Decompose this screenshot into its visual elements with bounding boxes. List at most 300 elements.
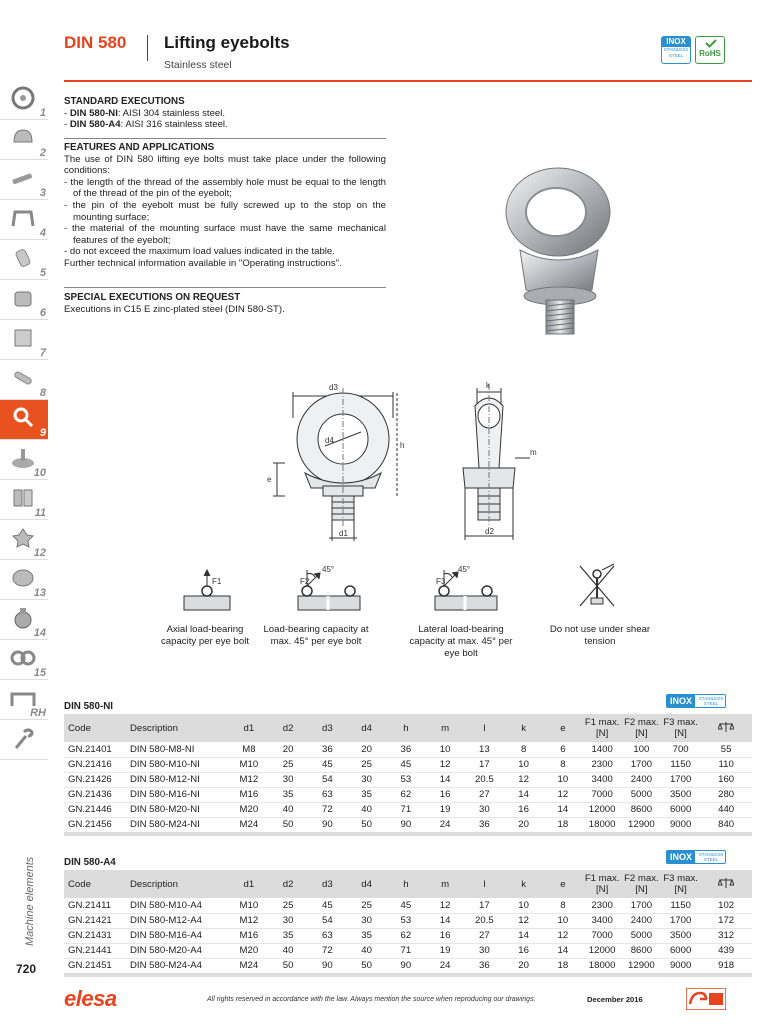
table-cell: GN.21436 [64, 787, 126, 802]
checkmark-icon [705, 39, 717, 48]
table-cell: 25 [347, 898, 386, 913]
table-cell: DIN 580-M24-A4 [129, 960, 202, 972]
brand-logo: elesa [64, 986, 117, 1011]
table-cell: 72 [308, 802, 347, 817]
table-cell: 20.5 [465, 913, 504, 928]
table-cell: 36 [479, 960, 490, 972]
special-executions [64, 292, 386, 315]
table-title: DIN 580-A4 [64, 857, 116, 868]
table-cell: 12 [543, 787, 582, 802]
table-cell: 700 [661, 742, 700, 757]
table-cell: 918 [718, 960, 735, 972]
sidebar-item-1[interactable] [0, 80, 48, 120]
tube-clamp-icon [10, 646, 36, 670]
sidebar-item-2[interactable] [0, 120, 48, 160]
features-applications [64, 142, 386, 270]
table-cell: 25 [347, 757, 386, 772]
page-number: 720 [16, 962, 37, 976]
table-row [64, 787, 752, 802]
sidebar-item-7[interactable] [0, 320, 48, 360]
inox-badge-label: INOX [667, 851, 695, 863]
column-header: e [560, 722, 566, 734]
dim-h: h [400, 441, 405, 450]
table-cell: 10 [504, 898, 543, 913]
table-cell: 50 [282, 819, 294, 831]
table-cell: 12 [426, 898, 465, 913]
table-cell: 36 [479, 819, 490, 831]
copyright-note: All rights reserved in accordance with the law. Always mention the source when reproducing our drawings. [207, 996, 536, 1003]
inox-badge-label: INOX [667, 695, 695, 707]
table-cell: 17 [465, 757, 504, 772]
table-cell: GN.21416 [64, 757, 126, 772]
load-caption: Axial load-bearing capacity per eye bolt [161, 624, 249, 647]
standard-executions-heading: STANDARD EXECUTIONS [64, 96, 185, 107]
sidebar-item-4[interactable] [0, 200, 48, 240]
table-cell: GN.21421 [64, 913, 126, 928]
table-cell: 35 [347, 928, 386, 943]
sidebar-item-10[interactable] [0, 440, 48, 480]
table-cell: M24 [239, 819, 259, 831]
table-cell: 18 [557, 819, 569, 831]
knurled-knob-icon [10, 286, 36, 310]
bridge-handle-icon [10, 206, 36, 230]
sidebar-item-label: 7 [39, 347, 46, 359]
sidebar-item-5[interactable] [0, 240, 48, 280]
table-cell: 160 [700, 772, 752, 787]
table-cell: M24 [239, 960, 259, 972]
table-cell: DIN 580-M20-NI [126, 802, 229, 817]
table-cell: 14 [543, 943, 582, 958]
standard-item-text: : AISI 316 stainless steel. [120, 119, 228, 131]
inox-badge-label: INOX [662, 37, 690, 47]
standard-item-text: : AISI 304 stainless steel. [117, 107, 226, 119]
table-cell: 35 [269, 787, 308, 802]
table-cell: 1400 [583, 742, 622, 757]
table-cell: 840 [718, 819, 735, 831]
category-sidebar [0, 80, 48, 760]
table-cell: M16 [229, 928, 268, 943]
table-cell: 62 [386, 928, 425, 943]
table-cell: 50 [361, 819, 372, 831]
table-cell: GN.21441 [64, 943, 126, 958]
column-header: d4 [361, 878, 372, 890]
table-cell: 10 [543, 913, 582, 928]
table-cell: 14 [426, 772, 465, 787]
table-cell: 71 [386, 802, 425, 817]
features-bullet: - the pin of the eyebolt must be fully screwed up to the stop on the mounting surface; [64, 199, 386, 223]
table-cell: 12000 [583, 802, 622, 817]
column-header: d1 [243, 878, 255, 890]
wrench-icon [10, 726, 36, 750]
table-cell: 5000 [622, 787, 661, 802]
lever-icon [10, 166, 36, 190]
load-label: F3 [436, 577, 446, 586]
table-title: DIN 580-NI [64, 701, 113, 712]
column-header: F3 max. [N] [663, 873, 698, 895]
table-cell: 3500 [661, 928, 700, 943]
table-cell: 40 [347, 943, 386, 958]
table-bottom-bar [64, 973, 752, 977]
table-cell: 53 [386, 772, 425, 787]
castor-icon [10, 606, 36, 630]
table-cell: 90 [400, 960, 412, 972]
column-header: Code [68, 722, 91, 734]
plunger-icon [10, 246, 36, 270]
table-cell: 1700 [622, 898, 661, 913]
product-code: DIN 580 [64, 33, 127, 52]
table-cell: 3500 [661, 787, 700, 802]
table-cell: 9000 [669, 960, 692, 972]
section-vertical-label: Machine elements [24, 856, 36, 946]
data-table-ni [64, 714, 752, 832]
table-cell: 20 [518, 960, 529, 972]
table-cell: 2400 [622, 772, 661, 787]
table-header-row [64, 870, 752, 898]
weight-scale-icon [700, 714, 752, 742]
table-cell: GN.21446 [64, 802, 126, 817]
table-cell: 20 [269, 742, 308, 757]
table-cell: 40 [347, 802, 386, 817]
table-cell: 16 [426, 787, 465, 802]
table-cell: DIN 580-M10-A4 [126, 898, 229, 913]
sidebar-item-label: 10 [33, 467, 46, 479]
table-cell: 1700 [661, 913, 700, 928]
technical-drawing [255, 378, 555, 548]
dim-d3: d3 [329, 383, 338, 392]
table-cell: 439 [700, 943, 752, 958]
leveling-foot-icon [10, 446, 36, 470]
table-cell: 25 [269, 898, 308, 913]
table-cell: 8 [543, 757, 582, 772]
table-cell: 36 [386, 742, 425, 757]
table-cell: 20.5 [465, 772, 504, 787]
table-cell: 8 [504, 742, 543, 757]
dim-e: e [267, 475, 272, 484]
table-cell: 12 [504, 772, 543, 787]
standard-item-code: DIN 580-NI [69, 107, 118, 119]
table-row [64, 772, 752, 787]
pin-icon [10, 366, 36, 390]
features-bullet: - the length of the thread of the assembly hole must be equal to the length of the thread of the pin of the eyebolt; [64, 176, 386, 200]
table-cell: 14 [504, 928, 543, 943]
column-header: h [403, 722, 409, 734]
load-label: F1 [212, 577, 222, 586]
table-cell: GN.21431 [64, 928, 126, 943]
table-cell: 45 [386, 898, 425, 913]
table-cell: 53 [386, 913, 425, 928]
table-cell: 63 [308, 787, 347, 802]
eyebolt-icon [10, 406, 36, 430]
table-cell: M12 [229, 913, 268, 928]
special-text: Executions in C15 E zinc-plated steel (DIN 580-ST). [64, 303, 285, 315]
table-bottom-bar [64, 832, 752, 836]
table-cell: 36 [308, 742, 347, 757]
table-cell: 50 [282, 960, 294, 972]
sidebar-item-6[interactable] [0, 280, 48, 320]
section-divider [64, 138, 386, 139]
sidebar-item-label: 8 [39, 387, 46, 399]
table-cell: 30 [465, 943, 504, 958]
table-cell: M8 [229, 742, 268, 757]
dim-d2: d2 [485, 527, 494, 536]
table-header-row [64, 714, 752, 742]
table-cell: 14 [426, 913, 465, 928]
table-cell: 16 [504, 943, 543, 958]
table-cell: GN.21401 [64, 742, 126, 757]
table-cell: 1150 [661, 757, 700, 772]
sidebar-item-tools[interactable] [0, 720, 48, 760]
load-diagrams [160, 562, 630, 622]
table-cell: 6 [543, 742, 582, 757]
dim-m: m [530, 448, 537, 457]
table-cell: 110 [700, 757, 752, 772]
table-cell: 12 [543, 928, 582, 943]
table-cell: 10 [426, 742, 465, 757]
inox-badge-sub: STAINLESS STEEL [698, 696, 724, 706]
load-caption: Do not use under shear tension [549, 624, 651, 647]
table-cell: DIN 580-M20-A4 [126, 943, 229, 958]
sidebar-item-label: 9 [39, 427, 46, 439]
load-caption: Lateral load-bearing capacity at max. 45° per eye bolt [409, 624, 513, 659]
sidebar-item-11[interactable] [0, 480, 48, 520]
table-cell: 55 [700, 742, 752, 757]
inox-badge [661, 36, 691, 64]
sidebar-item-label: 14 [33, 627, 46, 639]
sidebar-item-label: 11 [34, 507, 46, 519]
table-cell: 54 [308, 913, 347, 928]
inox-badge-sub: STAINLESS STEEL [698, 852, 724, 862]
table-cell: 45 [308, 898, 347, 913]
column-header: m [441, 878, 450, 890]
special-heading: SPECIAL EXECUTIONS ON REQUEST [64, 292, 241, 303]
table-cell: 9000 [669, 819, 692, 831]
table-cell: 45 [386, 757, 425, 772]
table-cell: 62 [386, 787, 425, 802]
table-cell: 3400 [583, 772, 622, 787]
table-cell: 35 [269, 928, 308, 943]
table-cell: 27 [465, 928, 504, 943]
table-body [64, 742, 752, 832]
table-cell: 12900 [628, 960, 655, 972]
table-cell: 40 [269, 802, 308, 817]
sidebar-item-14[interactable] [0, 600, 48, 640]
table-cell: M20 [229, 802, 268, 817]
load-angle: 45° [458, 565, 471, 574]
column-header: d1 [243, 722, 255, 734]
sidebar-item-label: 1 [39, 107, 46, 119]
column-header: d3 [322, 878, 333, 890]
table-cell: 14 [504, 787, 543, 802]
table-cell: 3400 [583, 913, 622, 928]
column-header: k [521, 878, 527, 890]
rohs-badge [695, 36, 725, 64]
table-row [64, 802, 752, 817]
table-cell: 440 [700, 802, 752, 817]
load-angle: 45° [322, 565, 335, 574]
sidebar-item-8[interactable] [0, 360, 48, 400]
column-header: l [483, 722, 486, 734]
column-header: Description [129, 878, 178, 890]
column-header: F1 max. [N] [584, 873, 620, 895]
features-heading: FEATURES AND APPLICATIONS [64, 142, 215, 153]
table-cell: DIN 580-M12-A4 [126, 913, 229, 928]
table-cell: 1700 [661, 772, 700, 787]
table-cell: 54 [308, 772, 347, 787]
standard-executions [64, 96, 386, 131]
table-cell: 16 [426, 928, 465, 943]
column-header: F3 max. [N] [663, 717, 698, 739]
dim-d1: d1 [339, 529, 348, 538]
table-row [64, 817, 752, 832]
column-header: h [403, 878, 409, 890]
column-header: m [441, 722, 450, 734]
standard-item: - DIN 580-A4: AISI 316 stainless steel. [64, 119, 228, 131]
table-cell: 30 [269, 772, 308, 787]
edition-date: December 2016 [587, 995, 643, 1004]
section-divider [64, 287, 386, 288]
table-cell: 20 [347, 742, 386, 757]
table-cell: DIN 580-M16-NI [126, 787, 229, 802]
header-separator [147, 35, 148, 61]
column-header: Description [129, 722, 178, 734]
table-cell: M20 [229, 943, 268, 958]
table-cell: 10 [543, 772, 582, 787]
table-cell: 12000 [583, 943, 622, 958]
table-cell: GN.21456 [68, 819, 112, 831]
sidebar-item-12[interactable] [0, 520, 48, 560]
table-row [64, 742, 752, 757]
inox-badge [666, 694, 726, 708]
table-cell: 40 [269, 943, 308, 958]
table-cell: DIN 580-M10-NI [126, 757, 229, 772]
sidebar-item-label: 4 [39, 227, 46, 239]
table-cell: 19 [426, 802, 465, 817]
table-cell: DIN 580-M24-NI [129, 819, 200, 831]
dim-k: k [486, 381, 490, 390]
table-cell: 6000 [661, 802, 700, 817]
table-cell: 312 [700, 928, 752, 943]
table-cell: 90 [322, 960, 333, 972]
table-row [64, 913, 752, 928]
handwheel-icon [10, 86, 36, 110]
table-cell: 280 [700, 787, 752, 802]
table-cell: 30 [347, 772, 386, 787]
table-cell: 19 [426, 943, 465, 958]
table-cell: 1150 [661, 898, 700, 913]
table-cell: M16 [229, 787, 268, 802]
table-cell: 102 [700, 898, 752, 913]
features-intro: The use of DIN 580 lifting eye bolts must take place under the following conditions: [64, 153, 386, 177]
column-header: d4 [361, 722, 372, 734]
table-cell: 90 [400, 819, 412, 831]
page-subtitle: Stainless steel [164, 59, 232, 71]
table-cell: 7000 [583, 928, 622, 943]
table-cell: GN.21426 [64, 772, 126, 787]
table-cell: 12 [504, 913, 543, 928]
table-cell: M10 [229, 757, 268, 772]
table-cell: GN.21451 [68, 960, 112, 972]
table-body [64, 898, 752, 973]
column-header: d2 [282, 878, 294, 890]
table-cell: GN.21411 [64, 898, 126, 913]
table-cell: 8600 [622, 943, 661, 958]
features-outro: Further technical information available in "Operating instructions". [64, 257, 342, 269]
column-header: k [521, 722, 527, 734]
table-cell: 6000 [661, 943, 700, 958]
table-cell: 172 [700, 913, 752, 928]
table-cell: 72 [308, 943, 347, 958]
table-cell: 30 [269, 913, 308, 928]
features-bullet: - do not exceed the maximum load values indicated in the table. [64, 246, 335, 258]
column-header: d2 [282, 722, 294, 734]
sidebar-item-label: 15 [33, 667, 46, 679]
table-cell: 13 [465, 742, 504, 757]
table-cell: 2400 [622, 913, 661, 928]
knob-icon [10, 126, 36, 150]
ganter-logo-icon [686, 988, 726, 1010]
table-cell: 50 [361, 960, 372, 972]
inox-badge-sub: STAINLESS STEEL [663, 47, 689, 58]
star-knob-icon [10, 526, 36, 550]
column-header: Code [68, 878, 91, 890]
column-header: F2 max. [N] [624, 873, 659, 895]
sidebar-item-RH[interactable] [0, 680, 48, 720]
rohs-badge-label: RoHS [699, 49, 721, 58]
column-header: F2 max. [N] [624, 717, 659, 739]
inox-badge [666, 850, 726, 864]
table-cell: 18000 [588, 819, 616, 831]
header-rule [64, 80, 752, 82]
table-cell: DIN 580-M12-NI [126, 772, 229, 787]
table-cell: 25 [269, 757, 308, 772]
table-cell: 7000 [583, 787, 622, 802]
table-row [64, 757, 752, 772]
table-cell: 12900 [628, 819, 655, 831]
table-cell: 8 [543, 898, 582, 913]
column-header: e [560, 878, 566, 890]
table-cell: 2300 [583, 898, 622, 913]
sidebar-item-9[interactable] [0, 400, 48, 440]
weight-scale-icon [700, 870, 752, 898]
table-cell: 14 [543, 802, 582, 817]
column-header: l [483, 878, 486, 890]
sidebar-item-15[interactable] [0, 640, 48, 680]
clamp-icon [10, 326, 36, 350]
sidebar-item-13[interactable] [0, 560, 48, 600]
table-cell: 18000 [588, 960, 616, 972]
table-row [64, 943, 752, 958]
table-cell: 90 [322, 819, 333, 831]
table-row [64, 928, 752, 943]
standard-item: - DIN 580-NI: AISI 304 stainless steel. [64, 107, 226, 119]
table-row [64, 898, 752, 913]
table-cell: 24 [439, 819, 451, 831]
table-cell: 10 [504, 757, 543, 772]
table-cell: 18 [557, 960, 569, 972]
table-cell: 8600 [622, 802, 661, 817]
load-label: F2 [300, 577, 310, 586]
table-cell: 63 [308, 928, 347, 943]
sidebar-item-3[interactable] [0, 160, 48, 200]
page-title: Lifting eyebolts [164, 33, 290, 52]
table-cell: 100 [622, 742, 661, 757]
table-cell: 71 [386, 943, 425, 958]
hinge-icon [10, 486, 36, 510]
table-cell: 45 [308, 757, 347, 772]
table-cell: 30 [347, 913, 386, 928]
sidebar-item-label: 5 [39, 267, 46, 279]
table-cell: DIN 580-M16-A4 [126, 928, 229, 943]
